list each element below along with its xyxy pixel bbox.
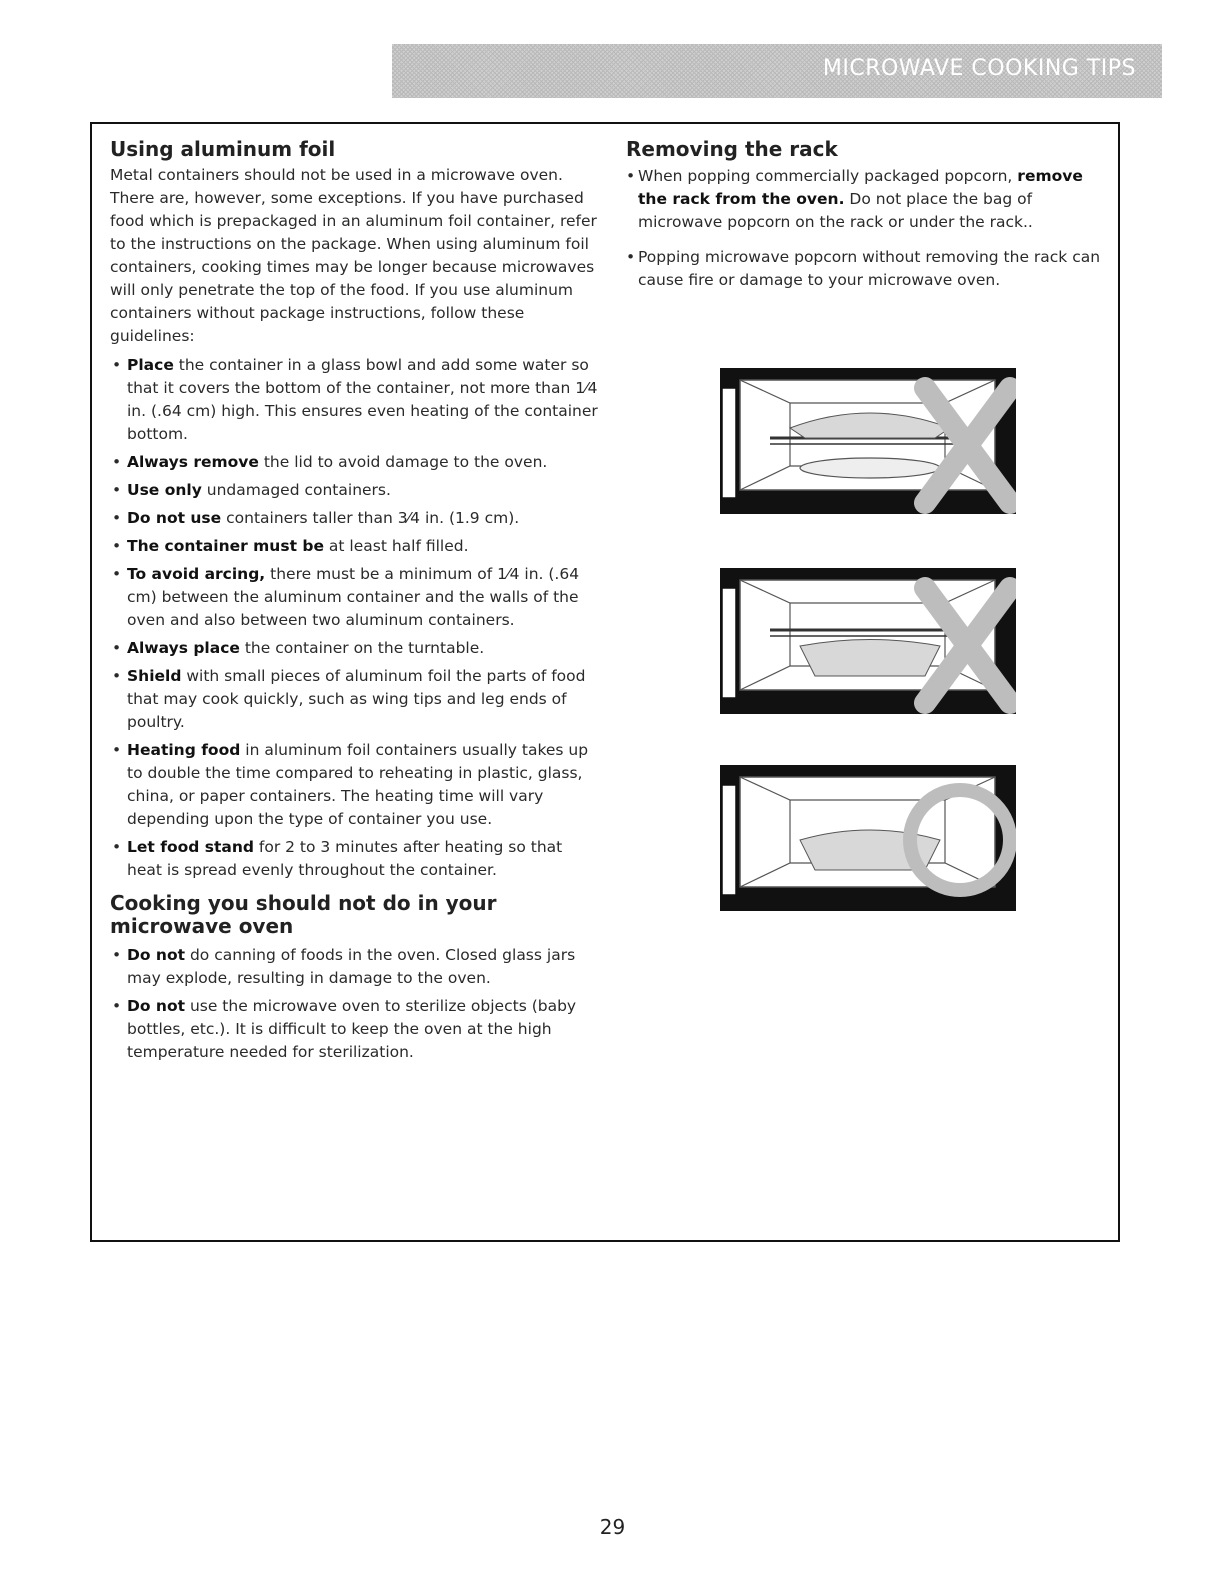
bullet-icon: • [112,481,122,499]
list-item: • When popping commercially packaged popcorn, remove the rack from the oven. Do not place the bag of microwave popcorn on the rack or under the rack.. [626,167,1083,231]
bullet-icon: • [626,167,636,185]
bullet-icon: • [112,946,122,964]
foil-heading: Using aluminum foil [110,137,336,161]
foil-intro: Metal containers should not be used in a microwave oven. There are, however, some exceptions. If you have purchased food which is prepackaged in an aluminum foil container, refer to the instructions on the package. When using aluminum foil containers, cooking times may be longer because microwaves will only penetrate the top of the food. If you use aluminum containers without package instructions, follow these guidelines: [110,166,597,345]
list-item: • Heating food in aluminum foil containers usually takes up to double the time compared to reheating in plastic, glass, china, or paper containers. The heating time will vary depending upon the type of container you use. [112,741,589,828]
list-item: • Do not use containers taller than 3⁄4 in. (1.9 cm). [110,507,600,530]
list-item: • Always place the container on the turntable. [110,637,600,660]
bullet-icon: • [112,565,122,583]
bullet-icon: • [112,838,122,856]
list-item: • Do not use the microwave oven to sterilize objects (baby bottles, etc.). It is difficult to keep the oven at the high temperature needed for sterilization. [112,997,577,1061]
list-item: • Shield with small pieces of aluminum foil the parts of food that may cook quickly, such as wing tips and leg ends of poultry. [112,667,586,731]
oven-illustration-popcorn-rack-removed [720,765,1016,911]
oven-illustration-popcorn-on-rack [720,368,1016,514]
list-item: • Always remove the lid to avoid damage to the oven. [110,451,600,474]
turntable-icon [800,458,940,478]
popcorn-bag-icon [800,640,940,677]
right-column [626,138,1106,304]
rack-list [626,165,1106,292]
header-banner [392,44,1162,98]
left-column [110,138,600,1069]
bullet-icon: • [112,997,122,1015]
bullet-icon: • [112,453,122,471]
cooking-list [110,944,600,1064]
bullet-icon: • [112,356,122,374]
bullet-icon: • [112,537,122,555]
rack-heading: Removing the rack [626,137,838,161]
list-item: • Popping microwave popcorn without removing the rack can cause fire or damage to your microwave oven. [626,248,1101,289]
oven-illustration-popcorn-under-rack [720,568,1016,714]
list-item: • The container must be at least half filled. [110,535,600,558]
bullet-icon: • [626,248,636,266]
list-item: • Use only undamaged containers. [110,479,600,502]
bullet-icon: • [112,741,122,759]
bullet-icon: • [112,667,122,685]
oven-door-edge [722,388,736,498]
oven-door-edge [722,785,736,895]
foil-guidelines-list [110,354,600,882]
list-item: • Place the container in a glass bowl and add some water so that it covers the bottom of the container, not more than 1⁄4 in. (.64 cm) high. This ensures even heating of the container bottom. [112,356,598,443]
list-item: • To avoid arcing, there must be a minimum of 1⁄4 in. (.64 cm) between the aluminum container and the walls of the oven and also between two aluminum containers. [112,565,580,629]
list-item: • Do not do canning of foods in the oven. Closed glass jars may explode, resulting in damage to the oven. [112,946,576,987]
bullet-icon: • [112,639,122,657]
bullet-icon: • [112,509,122,527]
cooking-heading: Cooking you should not do in your microwave oven [110,891,497,938]
section-title: MICROWAVE COOKING TIPS [822,56,1136,81]
oven-door-edge [722,588,736,698]
page-number: 29 [599,1515,626,1539]
list-item: • Let food stand for 2 to 3 minutes after heating so that heat is spread evenly throughout the container. [112,838,563,879]
